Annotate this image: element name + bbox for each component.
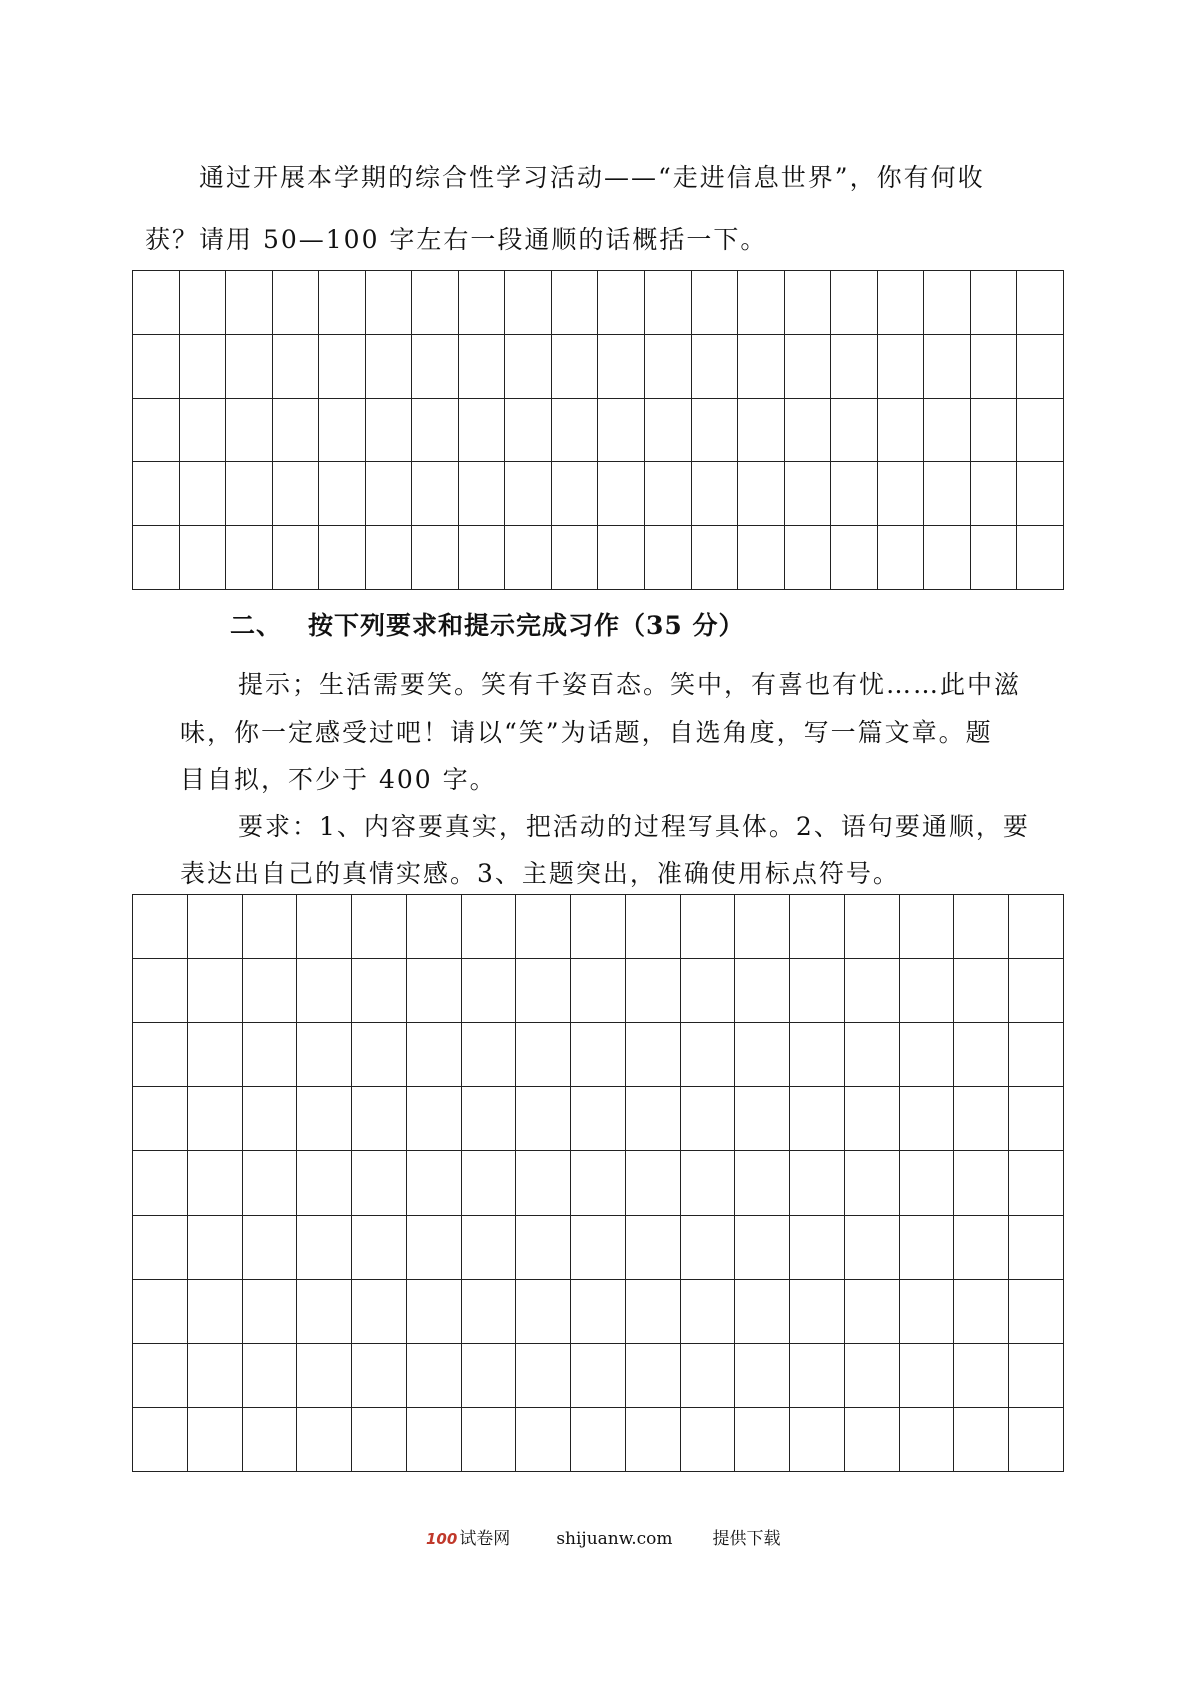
grid-cell[interactable] — [845, 1216, 900, 1280]
grid-cell[interactable] — [831, 271, 878, 335]
grid-cell[interactable] — [924, 526, 971, 590]
grid-cell[interactable] — [407, 895, 462, 959]
grid-cell[interactable] — [243, 1280, 298, 1344]
grid-cell[interactable] — [692, 462, 739, 526]
grid-cell[interactable] — [505, 462, 552, 526]
footer-note: 提供下载 — [712, 1529, 781, 1549]
grid-cell[interactable] — [831, 462, 878, 526]
grid-cell[interactable] — [516, 1087, 571, 1151]
grid-cell[interactable] — [971, 399, 1018, 463]
grid-cell[interactable] — [954, 1023, 1009, 1087]
grid-cell[interactable] — [735, 1408, 790, 1472]
grid-cell[interactable] — [900, 1151, 955, 1215]
grid-cell[interactable] — [407, 1344, 462, 1408]
grid-cell[interactable] — [297, 1280, 352, 1344]
hint-line-2: 味，你一定感受过吧！请以“笑”为话题，自选角度，写一篇文章。题 — [180, 718, 993, 747]
grid-cell[interactable] — [681, 1087, 736, 1151]
grid-cell[interactable] — [297, 895, 352, 959]
grid-cell[interactable] — [954, 895, 1009, 959]
grid-cell[interactable] — [188, 1408, 243, 1472]
grid-cell[interactable] — [738, 399, 785, 463]
grid-cell[interactable] — [505, 271, 552, 335]
grid-cell[interactable] — [352, 1216, 407, 1280]
grid-cell[interactable] — [971, 462, 1018, 526]
grid-cell[interactable] — [243, 1087, 298, 1151]
grid-cell[interactable] — [692, 335, 739, 399]
grid-cell[interactable] — [462, 1216, 517, 1280]
grid-cell[interactable] — [297, 1023, 352, 1087]
grid-cell[interactable] — [462, 1023, 517, 1087]
grid-cell[interactable] — [273, 271, 320, 335]
grid-cell[interactable] — [319, 271, 366, 335]
grid-cell[interactable] — [352, 1151, 407, 1215]
grid-cell[interactable] — [412, 271, 459, 335]
grid-cell[interactable] — [645, 526, 692, 590]
grid-cell[interactable] — [954, 1408, 1009, 1472]
grid-cell[interactable] — [571, 895, 626, 959]
grid-cell[interactable] — [900, 1408, 955, 1472]
footer-site-name: 试卷网 — [459, 1529, 511, 1549]
grid-cell[interactable] — [188, 1087, 243, 1151]
grid-cell[interactable] — [297, 1151, 352, 1215]
grid-cell[interactable] — [412, 399, 459, 463]
grid-cell[interactable] — [552, 526, 599, 590]
grid-cell[interactable] — [319, 526, 366, 590]
grid-cell[interactable] — [681, 1023, 736, 1087]
grid-cell[interactable] — [180, 399, 227, 463]
grid-cell[interactable] — [785, 335, 832, 399]
grid-cell[interactable] — [273, 462, 320, 526]
grid-cell[interactable] — [681, 1216, 736, 1280]
grid-cell[interactable] — [954, 1216, 1009, 1280]
grid-cell[interactable] — [571, 959, 626, 1023]
grid-cell[interactable] — [878, 526, 925, 590]
grid-cell[interactable] — [735, 1023, 790, 1087]
grid-cell[interactable] — [459, 271, 506, 335]
grid-cell[interactable] — [571, 1344, 626, 1408]
grid-cell[interactable] — [681, 959, 736, 1023]
grid-cell[interactable] — [516, 959, 571, 1023]
grid-cell[interactable] — [924, 462, 971, 526]
grid-cell[interactable] — [407, 1408, 462, 1472]
grid-cell[interactable] — [352, 895, 407, 959]
grid-cell[interactable] — [226, 462, 273, 526]
grid-cell[interactable] — [516, 1280, 571, 1344]
grid-cell[interactable] — [297, 1344, 352, 1408]
grid-cell[interactable] — [900, 1216, 955, 1280]
grid-cell[interactable] — [971, 271, 1018, 335]
grid-cell[interactable] — [462, 1280, 517, 1344]
grid-cell[interactable] — [626, 1216, 681, 1280]
grid-cell[interactable] — [785, 399, 832, 463]
grid-cell[interactable] — [845, 1023, 900, 1087]
grid-cell[interactable] — [516, 1216, 571, 1280]
grid-cell[interactable] — [790, 1408, 845, 1472]
grid-cell[interactable] — [790, 1023, 845, 1087]
grid-cell[interactable] — [738, 271, 785, 335]
grid-cell[interactable] — [1009, 959, 1064, 1023]
grid-cell[interactable] — [133, 271, 180, 335]
grid-cell[interactable] — [831, 399, 878, 463]
grid-cell[interactable] — [681, 895, 736, 959]
grid-cell[interactable] — [133, 1344, 188, 1408]
grid-cell[interactable] — [1017, 526, 1064, 590]
grid-cell[interactable] — [273, 526, 320, 590]
grid-cell[interactable] — [735, 1344, 790, 1408]
grid-cell[interactable] — [273, 335, 320, 399]
grid-cell[interactable] — [1009, 1023, 1064, 1087]
grid-cell[interactable] — [552, 399, 599, 463]
grid-cell[interactable] — [735, 1280, 790, 1344]
grid-cell[interactable] — [133, 1087, 188, 1151]
grid-cell[interactable] — [407, 959, 462, 1023]
grid-cell[interactable] — [516, 895, 571, 959]
grid-cell[interactable] — [645, 335, 692, 399]
grid-cell[interactable] — [1009, 895, 1064, 959]
section-title: 按下列要求和提示完成习作（35 分） — [308, 611, 745, 640]
grid-cell[interactable] — [188, 1151, 243, 1215]
grid-cell[interactable] — [738, 462, 785, 526]
grid-cell[interactable] — [790, 1087, 845, 1151]
grid-cell[interactable] — [692, 399, 739, 463]
section-number: 二、 — [230, 611, 283, 640]
grid-cell[interactable] — [954, 959, 1009, 1023]
grid-cell[interactable] — [226, 526, 273, 590]
grid-cell[interactable] — [1009, 1280, 1064, 1344]
grid-cell[interactable] — [516, 1023, 571, 1087]
grid-cell[interactable] — [459, 399, 506, 463]
hint-line-1: 提示；生活需要笑。笑有千姿百态。笑中，有喜也有忧……此中滋 — [238, 670, 1022, 699]
grid-cell[interactable] — [459, 335, 506, 399]
grid-cell[interactable] — [900, 1023, 955, 1087]
grid-cell[interactable] — [645, 462, 692, 526]
grid-cell[interactable] — [352, 1023, 407, 1087]
grid-cell[interactable] — [924, 335, 971, 399]
grid-cell[interactable] — [133, 399, 180, 463]
page-footer — [426, 1527, 781, 1551]
grid-cell[interactable] — [626, 1280, 681, 1344]
grid-cell[interactable] — [845, 1151, 900, 1215]
grid-cell[interactable] — [243, 1344, 298, 1408]
grid-cell[interactable] — [571, 1408, 626, 1472]
grid-cell[interactable] — [598, 399, 645, 463]
grid-cell[interactable] — [366, 271, 413, 335]
grid-cell[interactable] — [785, 271, 832, 335]
grid-cell[interactable] — [878, 271, 925, 335]
grid-cell[interactable] — [319, 335, 366, 399]
grid-cell[interactable] — [243, 1408, 298, 1472]
grid-cell[interactable] — [462, 1408, 517, 1472]
grid-cell[interactable] — [133, 895, 188, 959]
grid-cell[interactable] — [133, 335, 180, 399]
grid-cell[interactable] — [1017, 335, 1064, 399]
grid-cell[interactable] — [180, 271, 227, 335]
grid-cell[interactable] — [226, 271, 273, 335]
grid-cell[interactable] — [180, 462, 227, 526]
grid-cell[interactable] — [790, 1280, 845, 1344]
question-line-2: 获？请用 50—100 字左右一段通顺的话概括一下。 — [145, 225, 768, 254]
grid-cell[interactable] — [1017, 271, 1064, 335]
grid-cell[interactable] — [297, 1087, 352, 1151]
grid-cell[interactable] — [878, 462, 925, 526]
grid-cell[interactable] — [133, 1280, 188, 1344]
grid-cell[interactable] — [180, 526, 227, 590]
grid-cell[interactable] — [626, 1023, 681, 1087]
grid-cell[interactable] — [900, 959, 955, 1023]
grid-cell[interactable] — [735, 1216, 790, 1280]
grid-cell[interactable] — [598, 462, 645, 526]
grid-cell[interactable] — [366, 526, 413, 590]
grid-cell[interactable] — [243, 1216, 298, 1280]
grid-cell[interactable] — [188, 895, 243, 959]
grid-cell[interactable] — [924, 271, 971, 335]
grid-cell[interactable] — [738, 526, 785, 590]
grid-cell[interactable] — [407, 1023, 462, 1087]
grid-cell[interactable] — [243, 895, 298, 959]
grid-cell[interactable] — [692, 526, 739, 590]
grid-cell[interactable] — [188, 1280, 243, 1344]
grid-cell[interactable] — [735, 895, 790, 959]
grid-cell[interactable] — [735, 1151, 790, 1215]
grid-cell[interactable] — [954, 1151, 1009, 1215]
section-heading — [230, 610, 745, 642]
grid-cell[interactable] — [845, 1280, 900, 1344]
grid-cell[interactable] — [366, 462, 413, 526]
grid-cell[interactable] — [626, 895, 681, 959]
grid-cell[interactable] — [845, 895, 900, 959]
grid-cell[interactable] — [1017, 462, 1064, 526]
grid-cell[interactable] — [505, 335, 552, 399]
grid-cell[interactable] — [735, 1087, 790, 1151]
grid-cell[interactable] — [681, 1280, 736, 1344]
grid-cell[interactable] — [831, 526, 878, 590]
grid-cell[interactable] — [571, 1151, 626, 1215]
grid-cell[interactable] — [692, 271, 739, 335]
grid-cell[interactable] — [133, 1151, 188, 1215]
grid-cell[interactable] — [226, 335, 273, 399]
grid-cell[interactable] — [626, 1087, 681, 1151]
grid-cell[interactable] — [407, 1280, 462, 1344]
grid-cell[interactable] — [462, 1344, 517, 1408]
grid-cell[interactable] — [180, 335, 227, 399]
grid-cell[interactable] — [626, 1344, 681, 1408]
writing-grid-composition[interactable] — [132, 894, 1064, 1472]
grid-cell[interactable] — [462, 959, 517, 1023]
grid-cell[interactable] — [226, 399, 273, 463]
grid-cell[interactable] — [735, 959, 790, 1023]
grid-cell[interactable] — [516, 1151, 571, 1215]
grid-cell[interactable] — [297, 1216, 352, 1280]
grid-cell[interactable] — [598, 526, 645, 590]
grid-cell[interactable] — [366, 399, 413, 463]
grid-cell[interactable] — [133, 1408, 188, 1472]
grid-cell[interactable] — [971, 335, 1018, 399]
grid-cell[interactable] — [516, 1408, 571, 1472]
grid-cell[interactable] — [188, 959, 243, 1023]
grid-cell[interactable] — [243, 959, 298, 1023]
grid-cell[interactable] — [462, 1151, 517, 1215]
grid-cell[interactable] — [352, 1408, 407, 1472]
grid-cell[interactable] — [900, 895, 955, 959]
grid-cell[interactable] — [571, 1280, 626, 1344]
grid-cell[interactable] — [785, 526, 832, 590]
requirement-line-1: 要求：1、内容要真实，把活动的过程写具体。2、语句要通顺，要 — [238, 812, 1030, 841]
grid-cell[interactable] — [552, 462, 599, 526]
hint-line-3: 目自拟，不少于 400 字。 — [180, 765, 497, 794]
grid-cell[interactable] — [790, 1344, 845, 1408]
grid-cell[interactable] — [1009, 1344, 1064, 1408]
grid-cell[interactable] — [681, 1344, 736, 1408]
grid-cell[interactable] — [505, 399, 552, 463]
grid-cell[interactable] — [626, 1151, 681, 1215]
grid-cell[interactable] — [133, 959, 188, 1023]
grid-cell[interactable] — [352, 1087, 407, 1151]
grid-cell[interactable] — [552, 271, 599, 335]
grid-cell[interactable] — [297, 959, 352, 1023]
grid-cell[interactable] — [412, 335, 459, 399]
grid-cell[interactable] — [900, 1280, 955, 1344]
grid-cell[interactable] — [645, 399, 692, 463]
grid-cell[interactable] — [954, 1344, 1009, 1408]
grid-cell[interactable] — [785, 462, 832, 526]
grid-cell[interactable] — [790, 895, 845, 959]
grid-cell[interactable] — [407, 1151, 462, 1215]
grid-cell[interactable] — [924, 399, 971, 463]
grid-cell[interactable] — [845, 1344, 900, 1408]
grid-cell[interactable] — [1009, 1151, 1064, 1215]
grid-cell[interactable] — [681, 1408, 736, 1472]
grid-cell[interactable] — [1009, 1408, 1064, 1472]
grid-cell[interactable] — [243, 1023, 298, 1087]
grid-cell[interactable] — [598, 335, 645, 399]
grid-cell[interactable] — [352, 959, 407, 1023]
grid-cell[interactable] — [412, 462, 459, 526]
grid-cell[interactable] — [571, 1216, 626, 1280]
grid-cell[interactable] — [462, 895, 517, 959]
grid-cell[interactable] — [900, 1087, 955, 1151]
grid-cell[interactable] — [133, 1023, 188, 1087]
grid-cell[interactable] — [188, 1216, 243, 1280]
grid-cell[interactable] — [1017, 399, 1064, 463]
grid-cell[interactable] — [459, 526, 506, 590]
grid-cell[interactable] — [133, 1216, 188, 1280]
grid-cell[interactable] — [1009, 1216, 1064, 1280]
grid-cell[interactable] — [900, 1344, 955, 1408]
grid-cell[interactable] — [319, 462, 366, 526]
grid-cell[interactable] — [790, 959, 845, 1023]
grid-cell[interactable] — [352, 1344, 407, 1408]
grid-cell[interactable] — [133, 462, 180, 526]
grid-cell[interactable] — [954, 1087, 1009, 1151]
grid-cell[interactable] — [645, 271, 692, 335]
grid-cell[interactable] — [273, 399, 320, 463]
grid-cell[interactable] — [243, 1151, 298, 1215]
grid-cell[interactable] — [352, 1280, 407, 1344]
grid-cell[interactable] — [407, 1216, 462, 1280]
grid-cell[interactable] — [845, 1408, 900, 1472]
grid-cell[interactable] — [412, 526, 459, 590]
grid-cell[interactable] — [626, 1408, 681, 1472]
grid-cell[interactable] — [188, 1023, 243, 1087]
grid-cell[interactable] — [626, 959, 681, 1023]
grid-cell[interactable] — [790, 1151, 845, 1215]
grid-cell[interactable] — [1009, 1087, 1064, 1151]
grid-cell[interactable] — [598, 271, 645, 335]
requirement-line-2: 表达出自己的真情实感。3、主题突出，准确使用标点符号。 — [180, 859, 900, 888]
grid-cell[interactable] — [878, 335, 925, 399]
grid-cell[interactable] — [681, 1151, 736, 1215]
grid-cell[interactable] — [505, 526, 552, 590]
grid-cell[interactable] — [459, 462, 506, 526]
grid-cell[interactable] — [366, 335, 413, 399]
grid-cell[interactable] — [571, 1087, 626, 1151]
grid-cell[interactable] — [845, 1087, 900, 1151]
grid-cell[interactable] — [516, 1344, 571, 1408]
grid-cell[interactable] — [188, 1344, 243, 1408]
grid-cell[interactable] — [878, 399, 925, 463]
question-line-1: 通过开展本学期的综合性学习活动——“走进信息世界”，你有何收 — [199, 163, 985, 192]
grid-cell[interactable] — [552, 335, 599, 399]
grid-cell[interactable] — [319, 399, 366, 463]
grid-cell[interactable] — [971, 526, 1018, 590]
grid-cell[interactable] — [845, 959, 900, 1023]
grid-cell[interactable] — [133, 526, 180, 590]
grid-cell[interactable] — [407, 1087, 462, 1151]
footer-domain[interactable]: shijuanw.com — [556, 1529, 673, 1549]
grid-cell[interactable] — [831, 335, 878, 399]
grid-cell[interactable] — [738, 335, 785, 399]
grid-cell[interactable] — [462, 1087, 517, 1151]
grid-cell[interactable] — [954, 1280, 1009, 1344]
grid-cell[interactable] — [571, 1023, 626, 1087]
grid-cell[interactable] — [790, 1216, 845, 1280]
writing-grid-short-answer[interactable] — [132, 270, 1064, 590]
grid-cell[interactable] — [297, 1408, 352, 1472]
site-logo-icon: 100 — [426, 1530, 458, 1548]
